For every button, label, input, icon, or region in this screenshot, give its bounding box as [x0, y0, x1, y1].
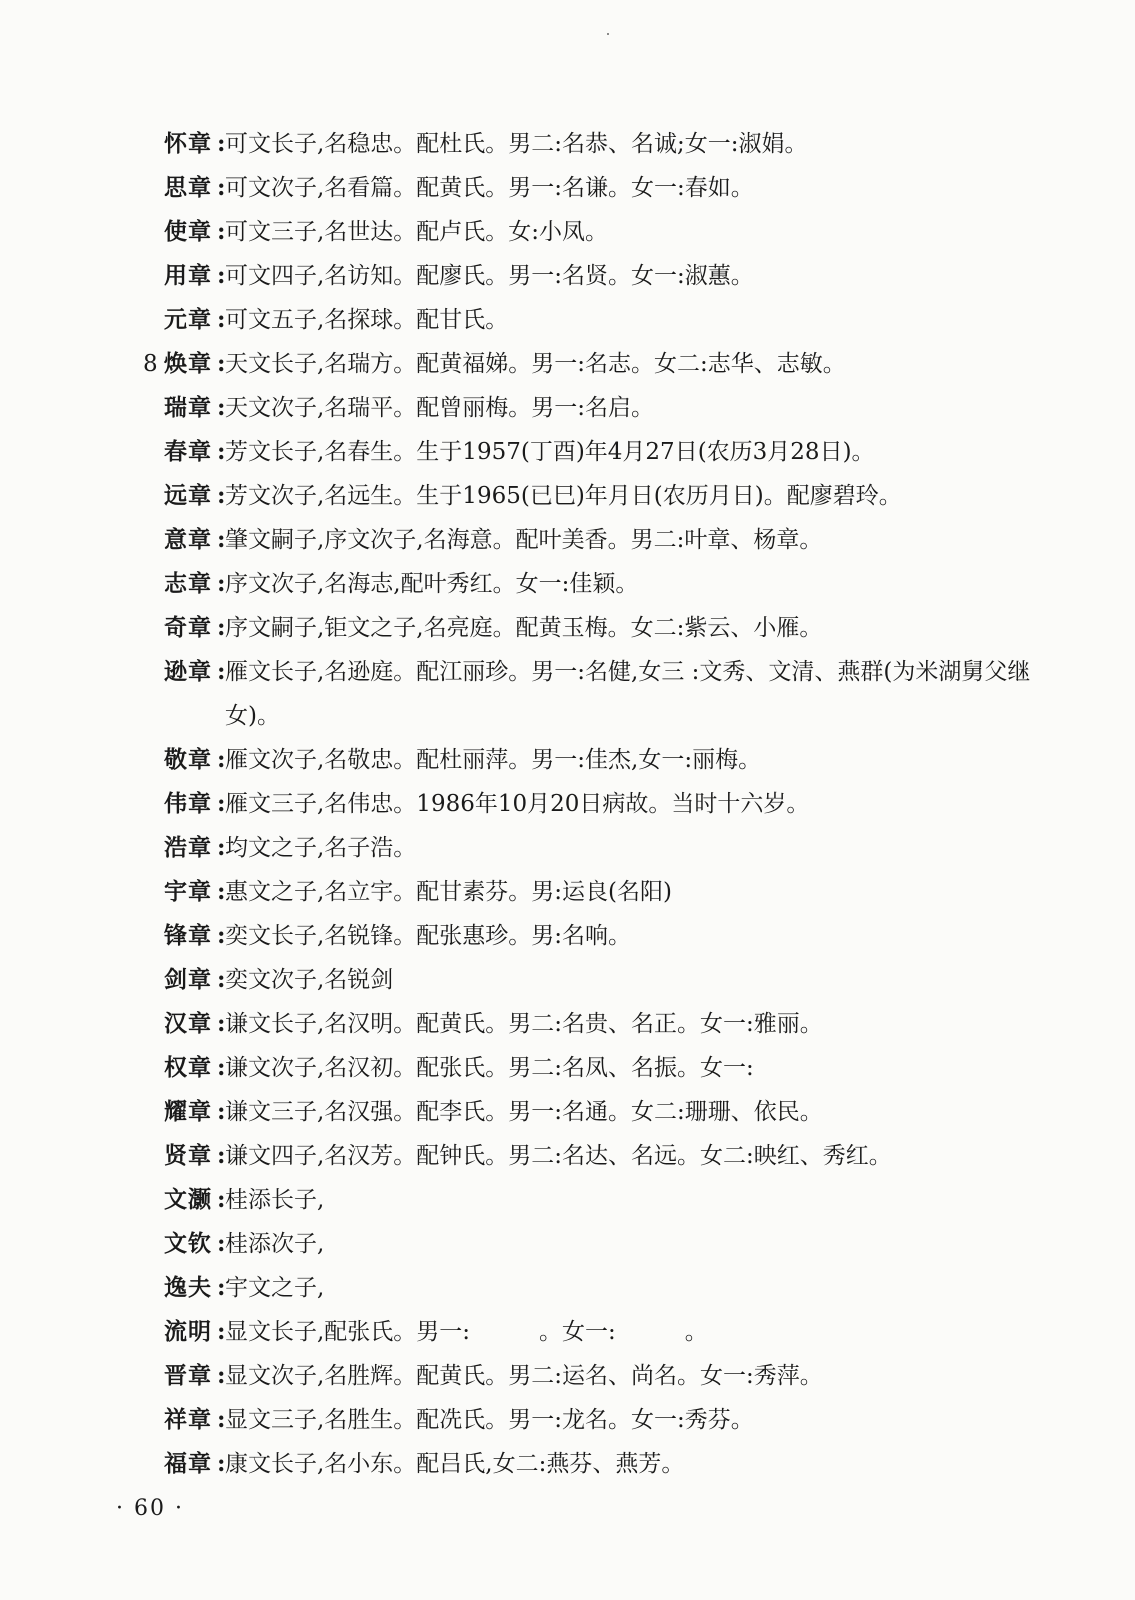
- name-colon: :: [217, 1450, 226, 1477]
- name-colon: :: [217, 174, 226, 201]
- entry-description: 谦文三子,名汉强。配李氏。男一:名通。女二:珊珊、依民。: [225, 1099, 823, 1125]
- genealogy-entry: [140, 1134, 1070, 1178]
- name-colon: :: [217, 570, 226, 597]
- entry-description: 雁文三子,名伟忠。1986年10月20日病故。当时十六岁。: [225, 791, 810, 817]
- person-name: 怀章: [164, 131, 212, 157]
- person-name: 权章: [164, 1055, 212, 1081]
- genealogy-entry: [140, 958, 1070, 1002]
- person-name: 逸夫: [164, 1275, 212, 1301]
- person-name: 使章: [164, 219, 212, 245]
- entry-description: 天文长子,名瑞方。配黄福娣。男一:名志。女二:志华、志敏。: [225, 351, 846, 377]
- entry-description: 雁文长子,名逊庭。配江丽珍。男一:名健,女三 :文秀、文清、燕群(为米湖舅父继女)。: [225, 659, 1031, 729]
- name-colon: :: [217, 306, 226, 333]
- entry-description: 康文长子,名小东。配吕氏,女二:燕芬、燕芳。: [225, 1451, 685, 1477]
- person-name: 锋章: [164, 923, 212, 949]
- entry-description: 均文之子,名子浩。: [225, 835, 417, 861]
- name-colon: :: [217, 658, 226, 685]
- person-name: 远章: [164, 483, 212, 509]
- genealogy-entry: [140, 430, 1070, 474]
- person-name: 剑章: [164, 967, 212, 993]
- name-colon: :: [217, 966, 226, 993]
- person-name: 晋章: [164, 1363, 212, 1389]
- entry-description: 序文次子,名海志,配叶秀红。女一:佳颖。: [225, 571, 639, 597]
- name-colon: :: [217, 218, 226, 245]
- person-name: 耀章: [164, 1099, 212, 1125]
- genealogy-entry: [140, 474, 1070, 518]
- entry-description: 芳文次子,名远生。生于1965(已巳)年月日(农历月日)。配廖碧玲。: [225, 483, 902, 509]
- genealogy-entries-list: [140, 122, 1070, 1486]
- name-colon: :: [217, 1054, 226, 1081]
- person-name: 宇章: [164, 879, 212, 905]
- genealogy-entry: [140, 254, 1070, 298]
- person-name: 汉章: [164, 1011, 212, 1037]
- name-colon: :: [217, 1186, 226, 1213]
- entry-description: 天文次子,名瑞平。配曾丽梅。男一:名启。: [225, 395, 655, 421]
- entry-description: 可文三子,名世达。配卢氏。女:小凤。: [225, 219, 609, 245]
- genealogy-entry: [140, 1222, 1070, 1266]
- name-colon: :: [217, 1362, 226, 1389]
- name-colon: :: [217, 834, 226, 861]
- person-name: 贤章: [164, 1143, 212, 1169]
- entry-description: 肇文嗣子,序文次子,名海意。配叶美香。男二:叶章、杨章。: [225, 527, 823, 553]
- name-colon: :: [217, 1142, 226, 1169]
- name-colon: :: [217, 746, 226, 773]
- entry-description: 显文次子,名胜辉。配黄氏。男二:运名、尚名。女一:秀萍。: [225, 1363, 823, 1389]
- name-colon: :: [217, 878, 226, 905]
- genealogy-entry: [140, 1442, 1070, 1486]
- person-name: 福章: [164, 1451, 212, 1477]
- genealogy-entry: [140, 606, 1070, 650]
- name-colon: :: [217, 1274, 226, 1301]
- person-name: 伟章: [164, 791, 212, 817]
- entry-description: 雁文次子,名敬忠。配杜丽萍。男一:佳杰,女一:丽梅。: [225, 747, 762, 773]
- entry-description: 桂添长子,: [225, 1187, 325, 1213]
- name-colon: :: [217, 394, 226, 421]
- entry-description: 桂添次子,: [225, 1231, 325, 1257]
- genealogy-entry: [140, 1398, 1070, 1442]
- entry-description: 序文嗣子,钜文之子,名亮庭。配黄玉梅。女二:紫云、小雁。: [225, 615, 823, 641]
- name-colon: :: [217, 262, 226, 289]
- entry-description: 显文长子,配张氏。男一: 。女一: 。: [225, 1319, 708, 1345]
- generation-number: 8: [143, 351, 158, 377]
- entry-description: 可文长子,名稳忠。配杜氏。男二:名恭、名诚;女一:淑娟。: [225, 131, 808, 157]
- person-name: 春章: [164, 439, 212, 465]
- name-colon: :: [217, 1230, 226, 1257]
- name-colon: :: [217, 1010, 226, 1037]
- genealogy-entry: [140, 1310, 1070, 1354]
- name-colon: :: [217, 1318, 226, 1345]
- genealogy-entry: [140, 1178, 1070, 1222]
- entry-description: 谦文长子,名汉明。配黄氏。男二:名贵、名正。女一:雅丽。: [225, 1011, 823, 1037]
- person-name: 意章: [164, 527, 212, 553]
- genealogy-entry: [140, 342, 1070, 386]
- person-name: 文钦: [164, 1231, 212, 1257]
- entry-description: 奕文长子,名锐锋。配张惠珍。男:名响。: [225, 923, 632, 949]
- genealogy-entry: [140, 1354, 1070, 1398]
- genealogy-entry: [140, 518, 1070, 562]
- entry-description: 惠文之子,名立宇。配甘素芬。男:运良(名阳): [225, 879, 673, 905]
- name-colon: :: [217, 438, 226, 465]
- genealogy-entry: [140, 1266, 1070, 1310]
- genealogy-entry: [140, 386, 1070, 430]
- genealogy-entry: [140, 1002, 1070, 1046]
- name-colon: :: [217, 1406, 226, 1433]
- name-colon: :: [217, 614, 226, 641]
- person-name: 瑞章: [164, 395, 212, 421]
- person-name: 志章: [164, 571, 212, 597]
- name-colon: :: [217, 1098, 226, 1125]
- person-name: 焕章: [164, 351, 212, 377]
- entry-description: 芳文长子,名春生。生于1957(丁酉)年4月27日(农历3月28日)。: [225, 439, 875, 465]
- genealogy-entry: [140, 826, 1070, 870]
- name-colon: :: [217, 922, 226, 949]
- person-name: 思章: [164, 175, 212, 201]
- genealogy-entry: [140, 650, 1070, 738]
- person-name: 敬章: [164, 747, 212, 773]
- person-name: 奇章: [164, 615, 212, 641]
- name-colon: :: [217, 526, 226, 553]
- genealogy-entry: [140, 782, 1070, 826]
- person-name: 浩章: [164, 835, 212, 861]
- scan-speck: [607, 33, 609, 35]
- genealogy-entry: [140, 870, 1070, 914]
- entry-description: 谦文次子,名汉初。配张氏。男二:名凤、名振。女一:: [225, 1055, 754, 1081]
- entry-description: 可文四子,名访知。配廖氏。男一:名贤。女一:淑蕙。: [225, 263, 754, 289]
- person-name: 逊章: [164, 659, 212, 685]
- name-colon: :: [217, 350, 226, 377]
- person-name: 用章: [164, 263, 212, 289]
- name-colon: :: [217, 482, 226, 509]
- genealogy-entry: [140, 562, 1070, 606]
- entry-description: 谦文四子,名汉芳。配钟氏。男二:名达、名远。女二:映红、秀红。: [225, 1143, 892, 1169]
- person-name: 元章: [164, 307, 212, 333]
- genealogy-entry: [140, 914, 1070, 958]
- person-name: 文灏: [164, 1187, 212, 1213]
- genealogy-entry: [140, 738, 1070, 782]
- entry-description: 奕文次子,名锐剑: [225, 967, 394, 993]
- entry-description: 可文次子,名看篇。配黄氏。男一:名谦。女一:春如。: [225, 175, 754, 201]
- person-name: 流明: [164, 1319, 212, 1345]
- genealogy-entry: [140, 122, 1070, 166]
- entry-description: 宇文之子,: [225, 1275, 325, 1301]
- genealogy-entry: [140, 1090, 1070, 1134]
- genealogy-entry: [140, 210, 1070, 254]
- entry-description: 显文三子,名胜生。配冼氏。男一:龙名。女一:秀芬。: [225, 1407, 754, 1433]
- entry-description: 可文五子,名探球。配甘氏。: [225, 307, 509, 333]
- page-number: · 60 ·: [116, 1496, 184, 1521]
- genealogy-entry: [140, 166, 1070, 210]
- name-colon: :: [217, 790, 226, 817]
- genealogy-entry: [140, 298, 1070, 342]
- name-colon: :: [217, 130, 226, 157]
- person-name: 祥章: [164, 1407, 212, 1433]
- genealogy-entry: [140, 1046, 1070, 1090]
